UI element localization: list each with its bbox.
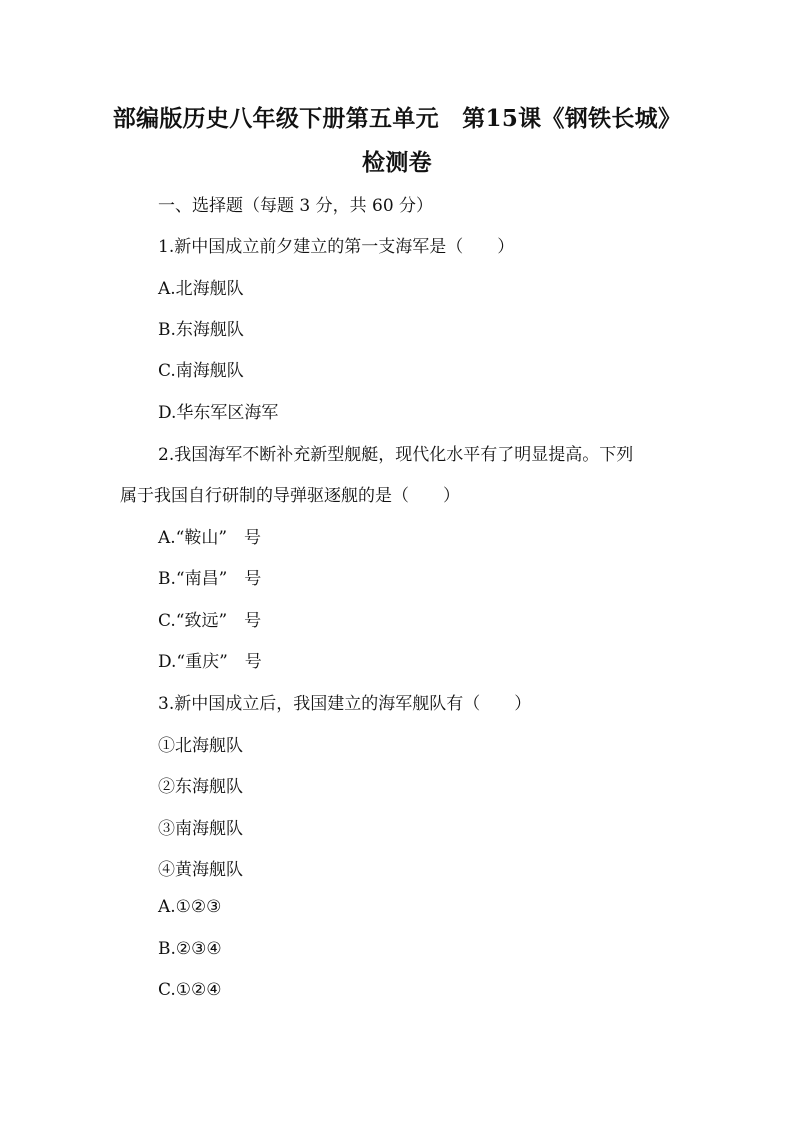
question-2-option-b: B.“南昌” 号	[158, 569, 262, 589]
question-3-item-4: ④黄海舰队	[158, 860, 243, 880]
document-title-line-2: 检测卷	[362, 149, 432, 176]
question-3-item-3: ③南海舰队	[158, 819, 243, 839]
question-3-item-1: ①北海舰队	[158, 736, 243, 756]
question-1-option-b: B.东海舰队	[158, 320, 244, 340]
question-3-option-c: C.①②④	[158, 980, 222, 1000]
question-3-option-a: A.①②③	[158, 897, 222, 917]
question-1-option-d: D.华东军区海军	[158, 403, 279, 423]
section-header: 一、选择题（每题 3 分，共 60 分）	[158, 196, 434, 216]
question-3-item-2: ②东海舰队	[158, 777, 243, 797]
question-1-option-c: C.南海舰队	[158, 361, 244, 381]
question-1-stem: 1.新中国成立前夕建立的第一支海军是（ ）	[158, 237, 515, 257]
question-2-stem-line-1: 2.我国海军不断补充新型舰艇，现代化水平有了明显提高。下列	[158, 445, 634, 465]
question-2-stem-line-2: 属于我国自行研制的导弹驱逐舰的是（ ）	[120, 486, 460, 506]
question-2-option-d: D.“重庆” 号	[158, 652, 262, 672]
question-2-option-c: C.“致远” 号	[158, 611, 262, 631]
question-2-option-a: A.“鞍山” 号	[158, 528, 262, 548]
document-title-line-1: 部编版历史八年级下册第五单元 第15课《钢铁长城》	[112, 105, 682, 132]
question-1-option-a: A.北海舰队	[158, 279, 244, 299]
question-3-option-b: B.②③④	[158, 939, 222, 959]
question-3-stem: 3.新中国成立后，我国建立的海军舰队有（ ）	[158, 694, 532, 714]
